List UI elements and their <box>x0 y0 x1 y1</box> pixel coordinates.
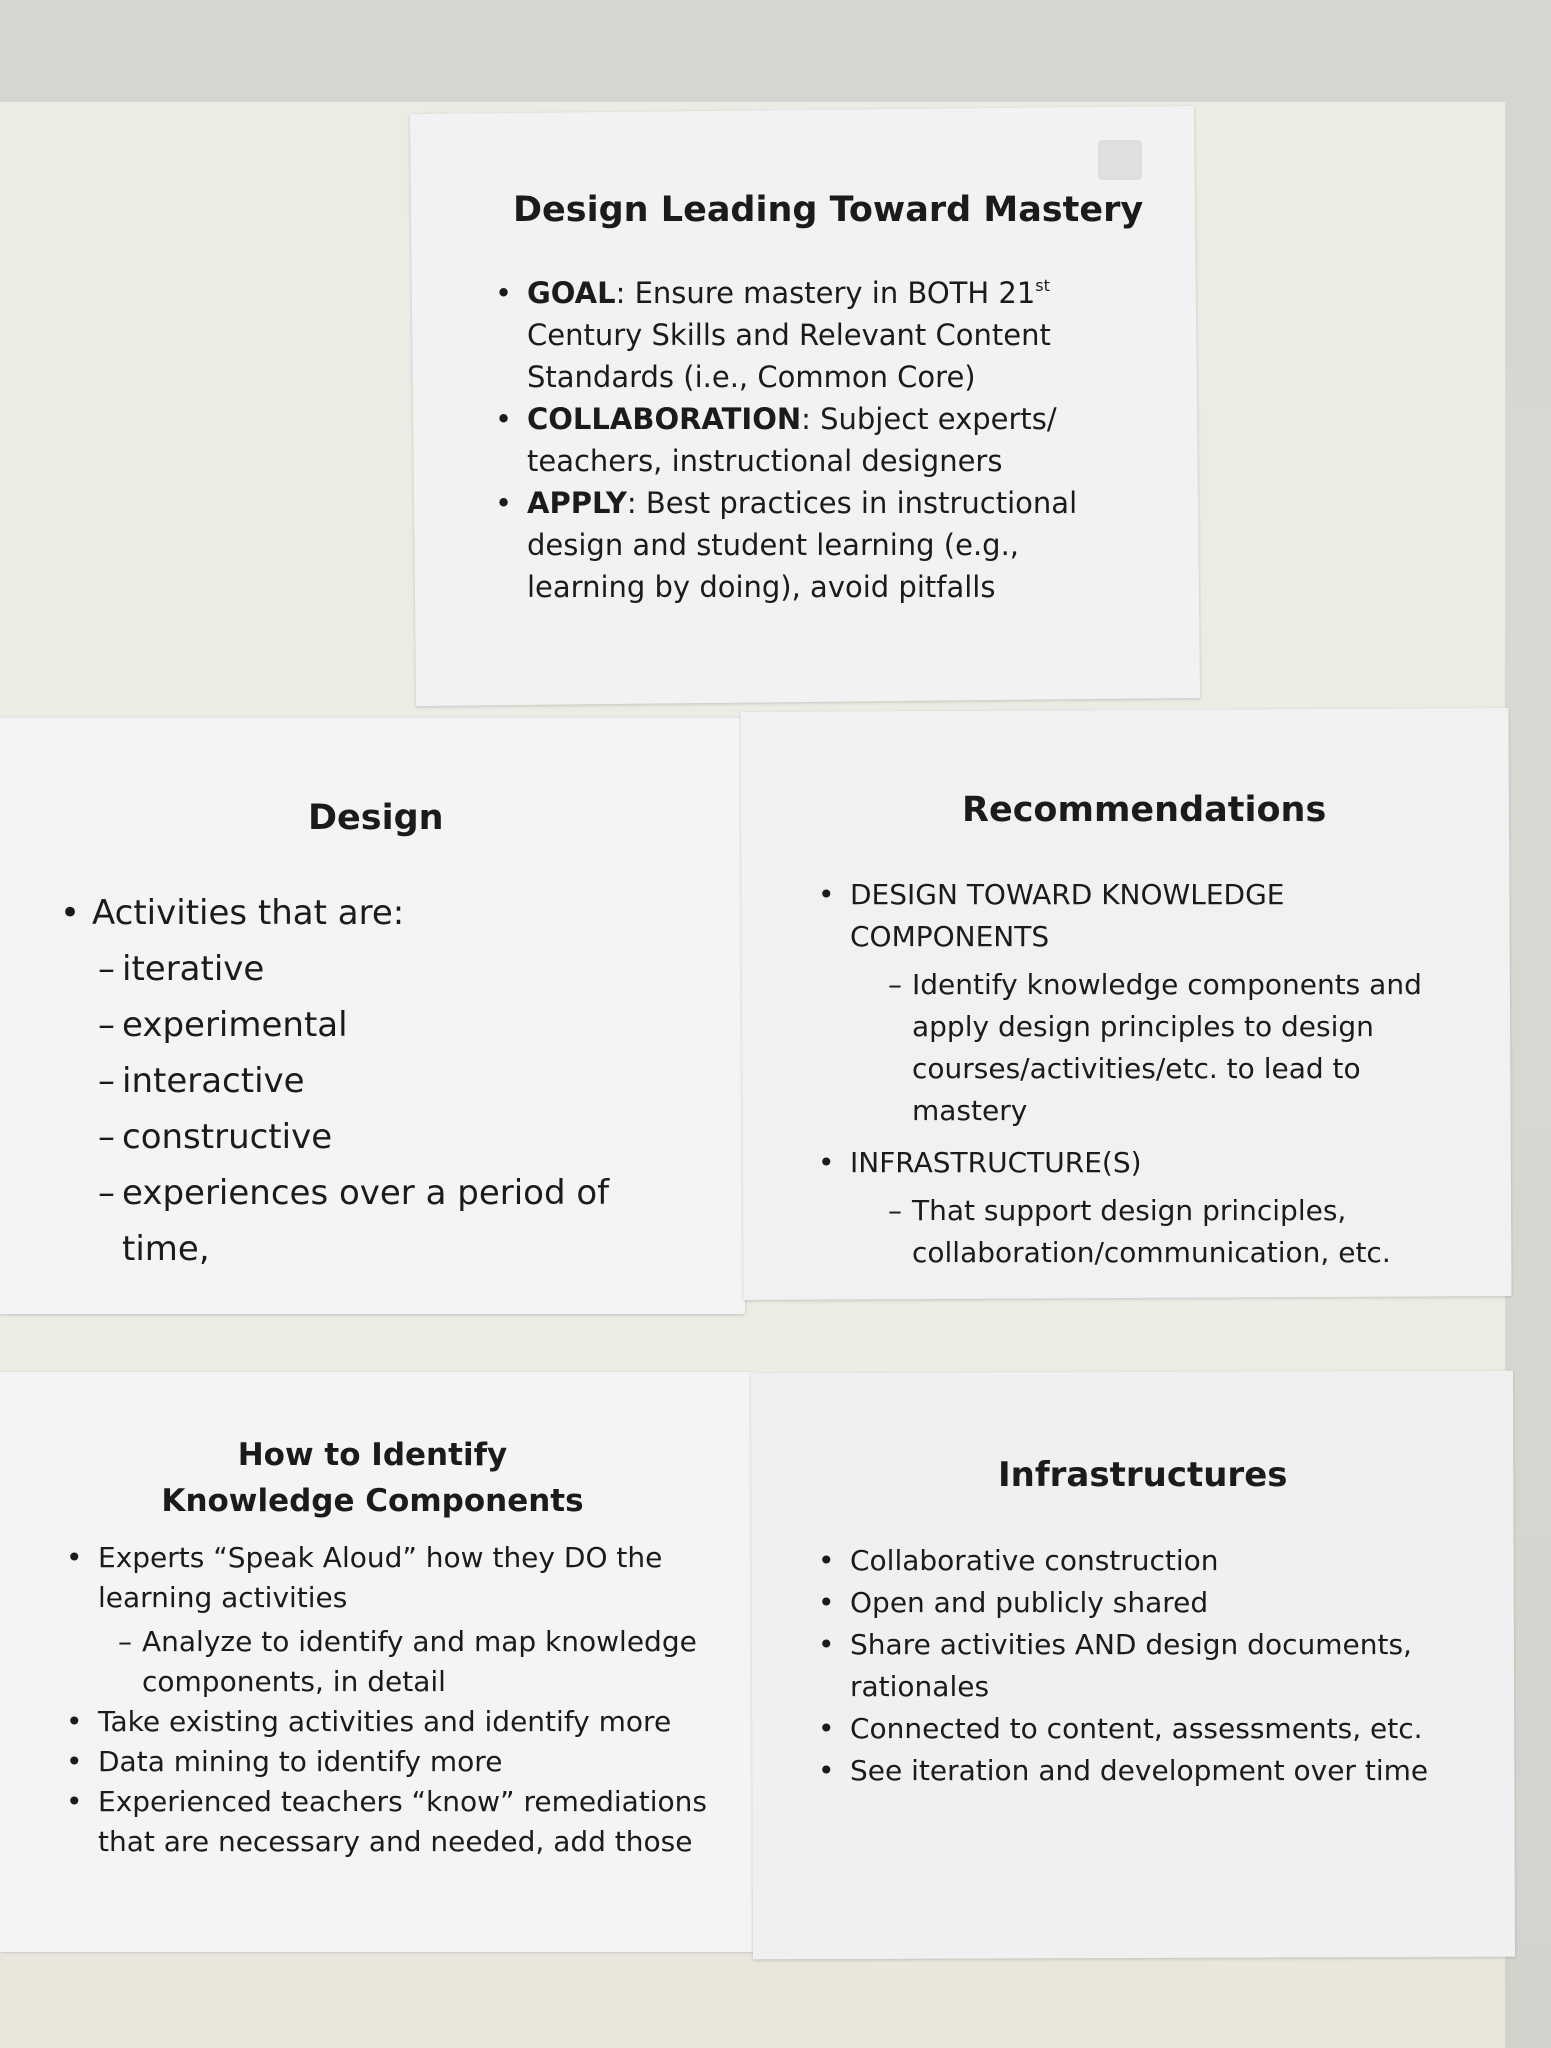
list-item-collaboration <box>495 398 1115 482</box>
sublist-item-experiences: – experiences over a period of time, <box>98 1173 610 1269</box>
activities-text: Activities that are: <box>92 893 405 933</box>
apply-text: : Best practices in instructional design and student learning (e.g., learning by doing), avoid pitfalls <box>527 486 1078 604</box>
list-item-collaborative-construction: • Collaborative construction <box>818 1540 1478 1582</box>
apply-label: APPLY <box>527 486 627 520</box>
goal-text: : Ensure mastery in BOTH 21 <box>615 276 1036 310</box>
list-item-open-and-publicly-shared: • Open and publicly shared <box>818 1582 1478 1624</box>
sublist-item-experimental: – experimental <box>98 1005 348 1045</box>
mastery-bullet-list <box>495 272 1115 608</box>
list-item-experts-speak-aloud: • Experts “Speak Aloud” how they DO the learning activities – Analyze to identify and map knowledge components, in detail <box>66 1538 726 1702</box>
sublist-item-iterative: – iterative <box>98 949 265 989</box>
list-item-apply <box>495 482 1115 608</box>
sheet-title-recommendations: Recommendations <box>962 790 1327 830</box>
infrastructures-bullet-list <box>818 1540 1478 1792</box>
sheet-title-how-to-identify: How to Identify Knowledge Components <box>161 1437 584 1519</box>
sublist-item-support-design-principles: – That support design principles, collaboration/communication, etc. <box>888 1194 1391 1269</box>
tape-mark <box>1098 140 1142 180</box>
goal-label: GOAL <box>527 276 616 310</box>
list-item-take-existing-activities: • Take existing activities and identify more <box>66 1702 726 1742</box>
list-item-data-mining: • Data mining to identify more <box>66 1742 726 1782</box>
sublist-item-analyze: – Analyze to identify and map knowledge components, in detail <box>118 1625 697 1698</box>
list-item-activities <box>60 885 700 941</box>
sheet-title-infrastructures: Infrastructures <box>998 1455 1288 1495</box>
sheet-title-design-leading-toward-mastery: Design Leading Toward Mastery <box>513 190 1144 230</box>
collaboration-label: COLLABORATION <box>527 402 802 436</box>
board-bottom-edge <box>0 1955 1505 2048</box>
goal-text-continued: Century Skills and Relevant Content Standards (i.e., Common Core) <box>527 318 1051 394</box>
recommendations-bullet-list <box>818 874 1478 1274</box>
knowledge-components-bullet-list <box>66 1538 726 1862</box>
list-item-see-iteration: • See iteration and development over time <box>818 1750 1478 1792</box>
list-item-design-toward-knowledge-components: • DESIGN TOWARD KNOWLEDGE COMPONENTS – Identify knowledge components and apply design principles to design courses/activities/etc. to lead to mastery <box>818 874 1478 1132</box>
sheet-title-design: Design <box>308 798 444 838</box>
collaboration-text: : Subject experts/ teachers, instructional designers <box>527 402 1057 478</box>
list-item-connected-to-content: • Connected to content, assessments, etc. <box>818 1708 1478 1750</box>
list-item-infrastructures: • INFRASTRUCTURE(S) – That support design principles, collaboration/communication, etc. <box>818 1142 1478 1274</box>
goal-superscript: st <box>1035 276 1050 295</box>
sublist-item-interactive: – interactive <box>98 1061 305 1101</box>
list-item-experienced-teachers: • Experienced teachers “know” remediations that are necessary and needed, add those <box>66 1782 726 1862</box>
sublist-item-identify-knowledge-components: – Identify knowledge components and apply design principles to design courses/activities/etc. to lead to mastery <box>888 968 1422 1127</box>
design-sublist <box>98 941 700 1277</box>
list-item-share-activities: • Share activities AND design documents, rationales <box>818 1624 1478 1708</box>
design-bullet-list <box>60 885 700 1277</box>
list-item-goal <box>495 272 1115 398</box>
sublist-item-constructive: – constructive <box>98 1117 333 1157</box>
